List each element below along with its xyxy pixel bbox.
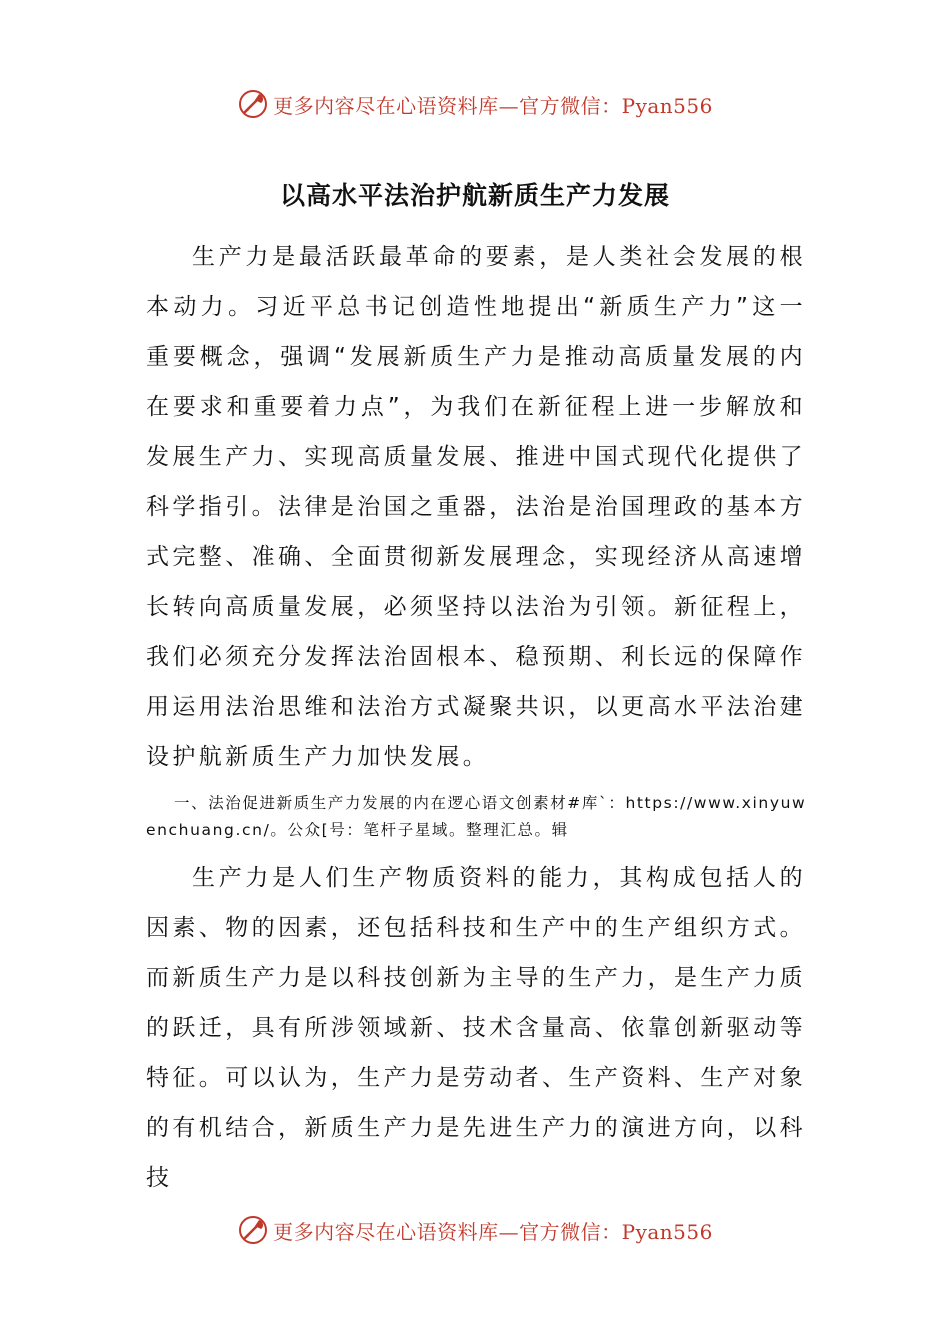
paragraph-intro: 生产力是最活跃最革命的要素，是人类社会发展的根本动力。习近平总书记创造性地提出“新质生产力”这一重要概念，强调“发展新质生产力是推动高质量发展的内在要求和重要着力点”，为我们在新征程上进一步解放和发展生产力、实现高质量发展、推进中国式现代化提供了科学指引。法律是治国之重器，法治是治国理政的基本方式完整、准确、全面贯彻新发展理念，实现经济从高速增长转向高质量发展，必须坚持以法治为引领。新征程上，我们必须充分发挥法治固根本、稳预期、利长远的保障作用运用法治思维和法治方式凝聚共识，以更高水平法治建设护航新质生产力加快发展。 — [146, 244, 806, 770]
quill-pen-logo-icon — [237, 1214, 269, 1246]
header-banner — [0, 84, 950, 124]
banner-text: 更多内容尽在心语资料库—官方微信：Pyan556 — [273, 93, 713, 118]
quill-pen-logo-icon — [237, 88, 269, 120]
paragraph-productivity: 生产力是人们生产物质资料的能力，其构成包括人的因素、物的因素，还包括科技和生产中的生产组织方式。而新质生产力是以科技创新为主导的生产力，是生产力质的跃迁，具有所涉领域新、技术含量高、依靠创新驱动等特征。可以认为，生产力是劳动者、生产资料、生产对象的有机结合，新质生产力是先进生产力的演进方向，以科技 — [146, 865, 806, 1191]
banner-text: 更多内容尽在心语资料库—官方微信：Pyan556 — [273, 1219, 713, 1244]
section-heading: 一、法治促进新质生产力发展的内在逻心语文创素材#库`：https://www.xinyuwenchuang.cn/。公众[号：笔杆子星域。整理汇总。辑 — [146, 794, 807, 839]
footer-banner — [0, 1210, 950, 1250]
article-title: 以高水平法治护航新质生产力发展 — [279, 181, 670, 210]
